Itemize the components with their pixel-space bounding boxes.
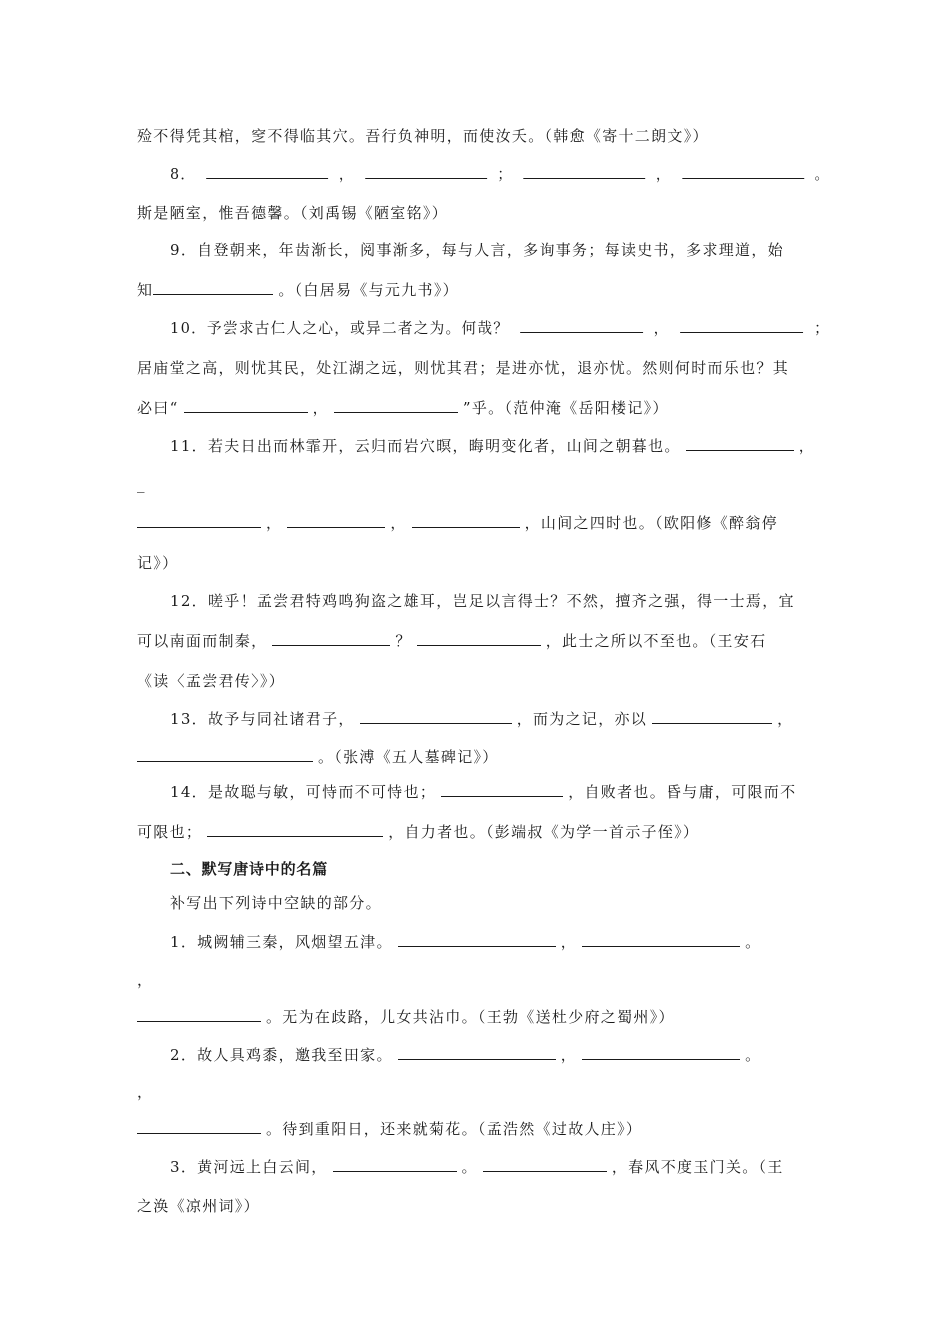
text: 之涣《凉州词》） <box>137 1197 260 1215</box>
section-heading <box>170 859 328 879</box>
answer-blank[interactable] <box>137 513 261 528</box>
poem-question-3 <box>170 1157 784 1177</box>
answer-blank[interactable] <box>523 164 645 179</box>
text: ，此士之所以不至也。（王安石 <box>545 632 767 650</box>
text: 。（白居易《与元九书》） <box>278 281 459 299</box>
text-line <box>137 1007 675 1027</box>
answer-blank[interactable] <box>686 436 794 451</box>
punctuation: 。 <box>461 1158 478 1176</box>
text: ，春风不度玉门关。（王 <box>611 1158 784 1176</box>
text: 11．若夫日出而林霏开，云归而岩穴暝，晦明变化者，山间之朝暮也。 <box>170 437 681 455</box>
punctuation: ， <box>137 971 154 989</box>
punctuation: ， <box>560 933 578 951</box>
text-line <box>137 203 448 223</box>
text-line <box>137 1196 260 1216</box>
text: 《读〈孟尝君传〉》） <box>137 672 286 690</box>
text-line <box>137 358 789 378</box>
question-11 <box>170 436 815 456</box>
text-line <box>137 1082 153 1102</box>
text: 9．自登朝来，年齿渐长，阅事渐多，每与人言，多询事务；每读史书，多求理道，始 <box>170 241 784 259</box>
text-line <box>137 1119 642 1139</box>
text: 12．嗟乎！孟尝君特鸡鸣狗盗之雄耳，岂足以言得士？不然，擅齐之强，得一士焉，宜 <box>170 592 795 610</box>
answer-blank[interactable] <box>417 631 541 646</box>
question-8 <box>170 164 830 184</box>
poem-question-2 <box>170 1045 761 1065</box>
punctuation: ， <box>137 1083 154 1101</box>
answer-blank[interactable] <box>137 747 313 762</box>
answer-blank[interactable] <box>441 782 563 797</box>
text: 2．故人具鸡黍，邀我至田家。 <box>170 1046 393 1064</box>
answer-blank[interactable] <box>272 631 390 646</box>
punctuation: ， <box>338 165 355 183</box>
question-9 <box>170 240 784 260</box>
text: 。待到重阳日，还来就菊花。（孟浩然《过故人庄》） <box>266 1120 643 1138</box>
text: 知 <box>137 281 154 299</box>
text: 10．予尝求古仁人之心，或异二者之为。何哉？ <box>170 319 510 337</box>
answer-blank[interactable] <box>365 164 487 179</box>
answer-blank[interactable] <box>360 709 512 724</box>
text: 殓不得凭其棺，窆不得临其穴。吾行负神明，而使汝夭。（韩愈《寄十二朗文》） <box>137 127 709 145</box>
punctuation: ， <box>777 710 794 728</box>
punctuation: ； <box>497 165 513 183</box>
text-line <box>137 280 459 300</box>
answer-blank[interactable] <box>137 1007 261 1022</box>
answer-blank[interactable] <box>398 1045 556 1060</box>
punctuation: ， <box>312 399 329 417</box>
text-line <box>137 631 766 651</box>
question-number: 8． <box>170 165 196 183</box>
question-10 <box>170 318 830 338</box>
answer-blank[interactable] <box>184 398 308 413</box>
text-line <box>137 126 709 146</box>
answer-blank[interactable] <box>582 1045 740 1060</box>
text: 1．城阙辅三秦，风烟望五津。 <box>170 933 393 951</box>
instruction-line <box>170 893 382 913</box>
answer-blank[interactable] <box>137 1119 261 1134</box>
text: 可以南面而制秦， <box>137 632 268 650</box>
punctuation: 。 <box>745 933 762 951</box>
answer-blank[interactable] <box>582 932 740 947</box>
question-12 <box>170 591 795 611</box>
text-line <box>137 553 178 573</box>
text: _ <box>137 475 146 493</box>
punctuation: ， <box>266 514 283 532</box>
text-line <box>137 398 669 418</box>
text: 必曰“ <box>137 399 179 417</box>
question-13 <box>170 709 793 729</box>
text-line <box>137 747 499 767</box>
instruction-text: 补写出下列诗中空缺的部分。 <box>170 894 382 912</box>
punctuation: ； <box>814 319 830 337</box>
answer-blank[interactable] <box>652 709 772 724</box>
text: 14．是故聪与敏，可恃而不可恃也； <box>170 783 437 801</box>
answer-blank[interactable] <box>153 280 273 295</box>
answer-blank[interactable] <box>287 513 385 528</box>
text-line <box>137 970 153 990</box>
poem-question-1 <box>170 932 761 952</box>
text: 13．故予与同社诸君子， <box>170 710 355 728</box>
punctuation: 。 <box>745 1046 762 1064</box>
answer-blank[interactable] <box>333 1157 457 1172</box>
question-14 <box>170 782 796 802</box>
text: ，自败者也。昏与庸，可限而不 <box>568 783 797 801</box>
text: 。无为在歧路，儿女共沾巾。（王勃《送杜少府之蜀州》） <box>266 1008 675 1026</box>
text: ”乎。（范仲淹《岳阳楼记》） <box>462 399 669 417</box>
section-title: 二、默写唐诗中的名篇 <box>170 860 329 878</box>
answer-blank[interactable] <box>520 318 643 333</box>
answer-blank[interactable] <box>334 398 458 413</box>
punctuation: ， <box>390 514 407 532</box>
punctuation: ， <box>560 1046 578 1064</box>
text: 3．黄河远上白云间， <box>170 1158 328 1176</box>
text: ，而为之记，亦以 <box>516 710 648 728</box>
answer-blank[interactable] <box>483 1157 607 1172</box>
text: 斯是陋室，惟吾德馨。（刘禹锡《陋室铭》） <box>137 204 449 222</box>
text: ，自力者也。（彭端叔《为学一首示子侄》） <box>388 823 700 841</box>
punctuation: ， <box>798 437 816 455</box>
punctuation: ， <box>655 165 672 183</box>
text: 记》） <box>137 554 179 572</box>
text-line <box>137 513 778 533</box>
text-line <box>137 474 146 494</box>
punctuation: ？ <box>395 632 412 650</box>
answer-blank[interactable] <box>412 513 520 528</box>
text: 居庙堂之高，则忧其民，处江湖之远，则忧其君；是进亦忧，退亦忧。然则何时而乐也？其 <box>137 359 790 377</box>
text: ，山间之四时也。（欧阳修《醉翁停 <box>524 514 778 532</box>
punctuation: ， <box>653 319 670 337</box>
text: 可限也； <box>137 823 203 841</box>
answer-blank[interactable] <box>398 932 556 947</box>
answer-blank[interactable] <box>206 164 328 179</box>
punctuation: 。 <box>814 165 830 183</box>
text-line <box>137 822 699 842</box>
answer-blank[interactable] <box>207 822 383 837</box>
text-line <box>137 671 285 691</box>
answer-blank[interactable] <box>680 318 803 333</box>
answer-blank[interactable] <box>682 164 804 179</box>
text: 。（张溥《五人墓碑记》） <box>318 748 499 766</box>
